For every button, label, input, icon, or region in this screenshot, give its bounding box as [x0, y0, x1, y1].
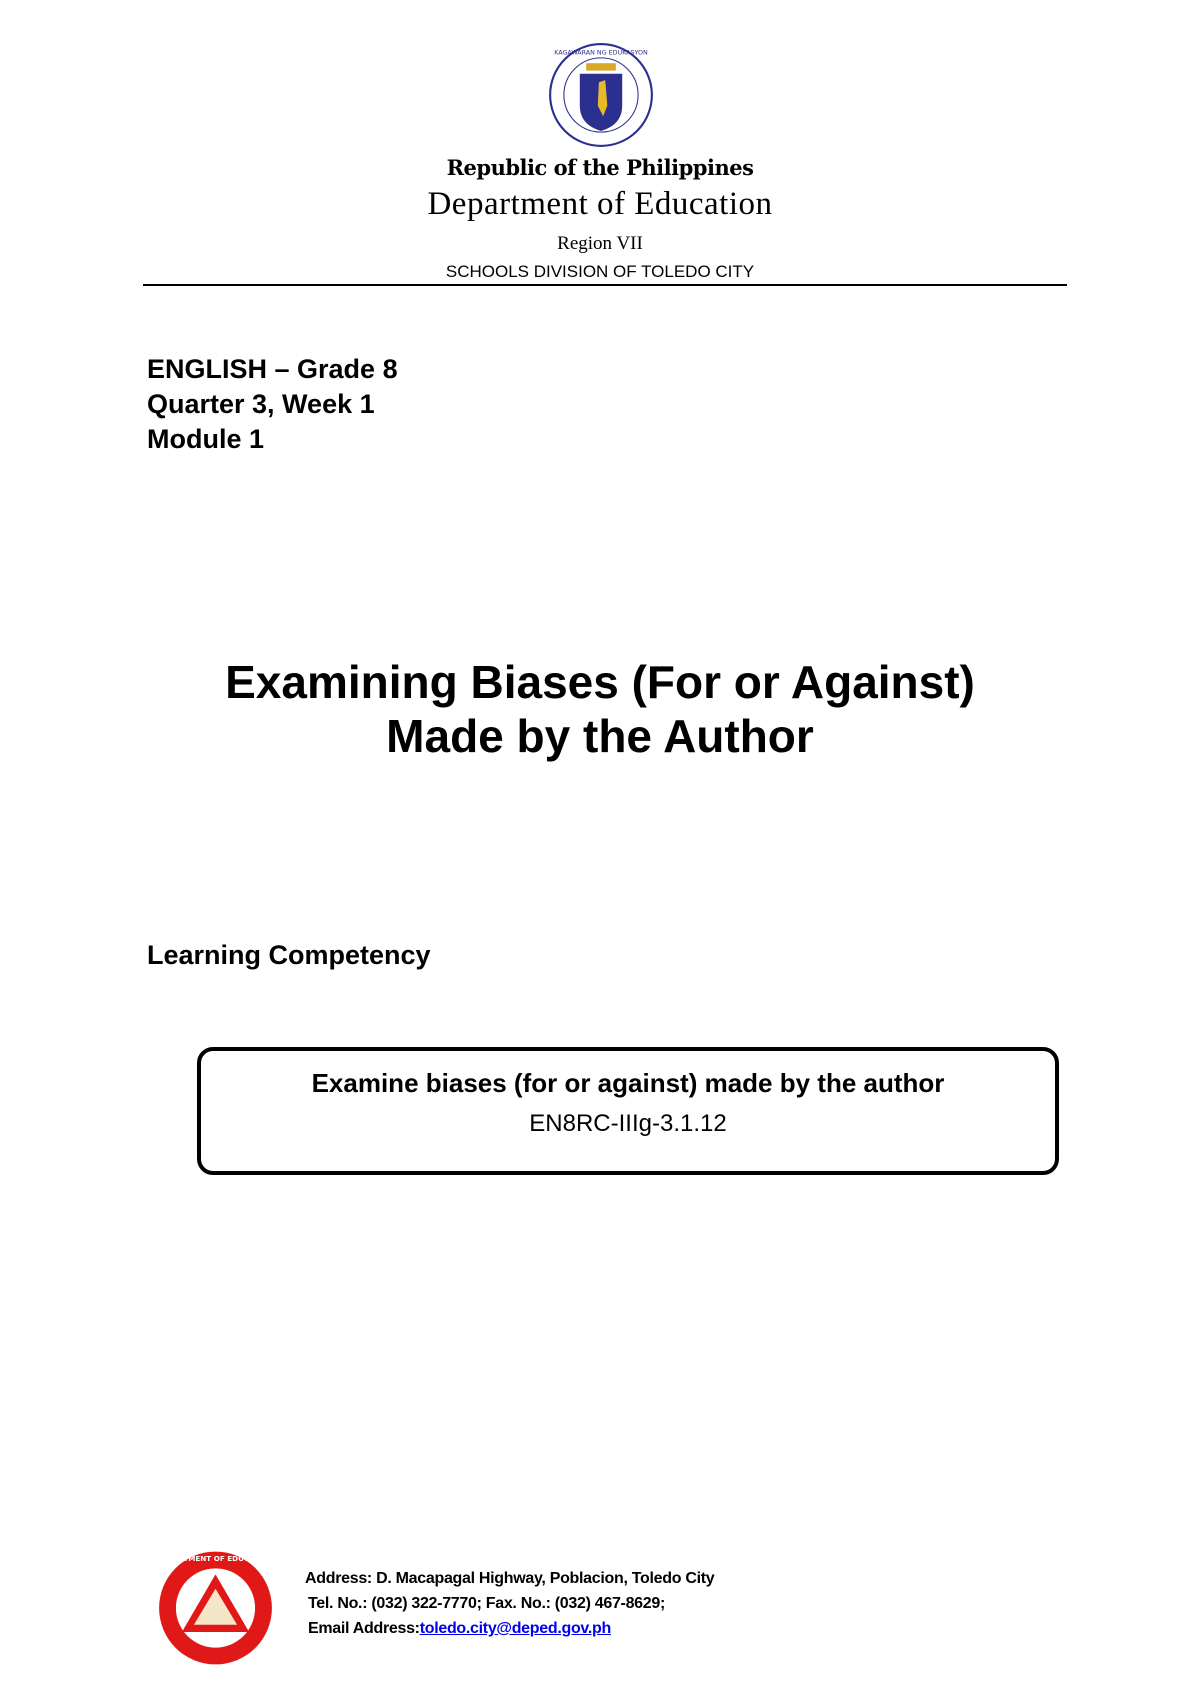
deped-seal-logo — [548, 42, 654, 148]
republic-heading: Republic of the Philippines — [446, 155, 754, 180]
module-title-line1: Examining Biases (For or Against) — [225, 656, 975, 708]
competency-code: EN8RC-IIIg-3.1.12 — [529, 1110, 727, 1137]
learning-competency-heading: Learning Competency — [147, 940, 431, 970]
footer-address: Address: D. Macapagal Highway, Poblacion, Toledo City — [305, 1570, 715, 1587]
module-title-line2: Made by the Author — [386, 710, 814, 762]
subject-grade: ENGLISH – Grade 8 — [147, 354, 398, 384]
email-label: Email Address: — [308, 1620, 420, 1637]
header-divider — [143, 284, 1067, 286]
svg-text:DEPARTMENT OF EDUCATION: DEPARTMENT OF EDUCATION — [157, 1554, 274, 1564]
division-logo — [150, 1548, 281, 1668]
svg-text:KAGAWARAN NG EDUKASYON: KAGAWARAN NG EDUKASYON — [554, 49, 648, 57]
region-label: Region VII — [557, 233, 643, 254]
email-link[interactable]: toledo.city@deped.gov.ph — [419, 1620, 611, 1637]
footer-phone: Tel. No.: (032) 322-7770; Fax. No.: (032) 467-8629; — [308, 1595, 666, 1612]
competency-text: Examine biases (for or against) made by the author — [311, 1068, 945, 1098]
department-heading: Department of Education — [427, 186, 773, 222]
module-number: Module 1 — [147, 424, 265, 454]
quarter-week: Quarter 3, Week 1 — [147, 389, 375, 419]
footer-email-row — [308, 1620, 611, 1638]
division-label: SCHOOLS DIVISION OF TOLEDO CITY — [445, 262, 755, 281]
